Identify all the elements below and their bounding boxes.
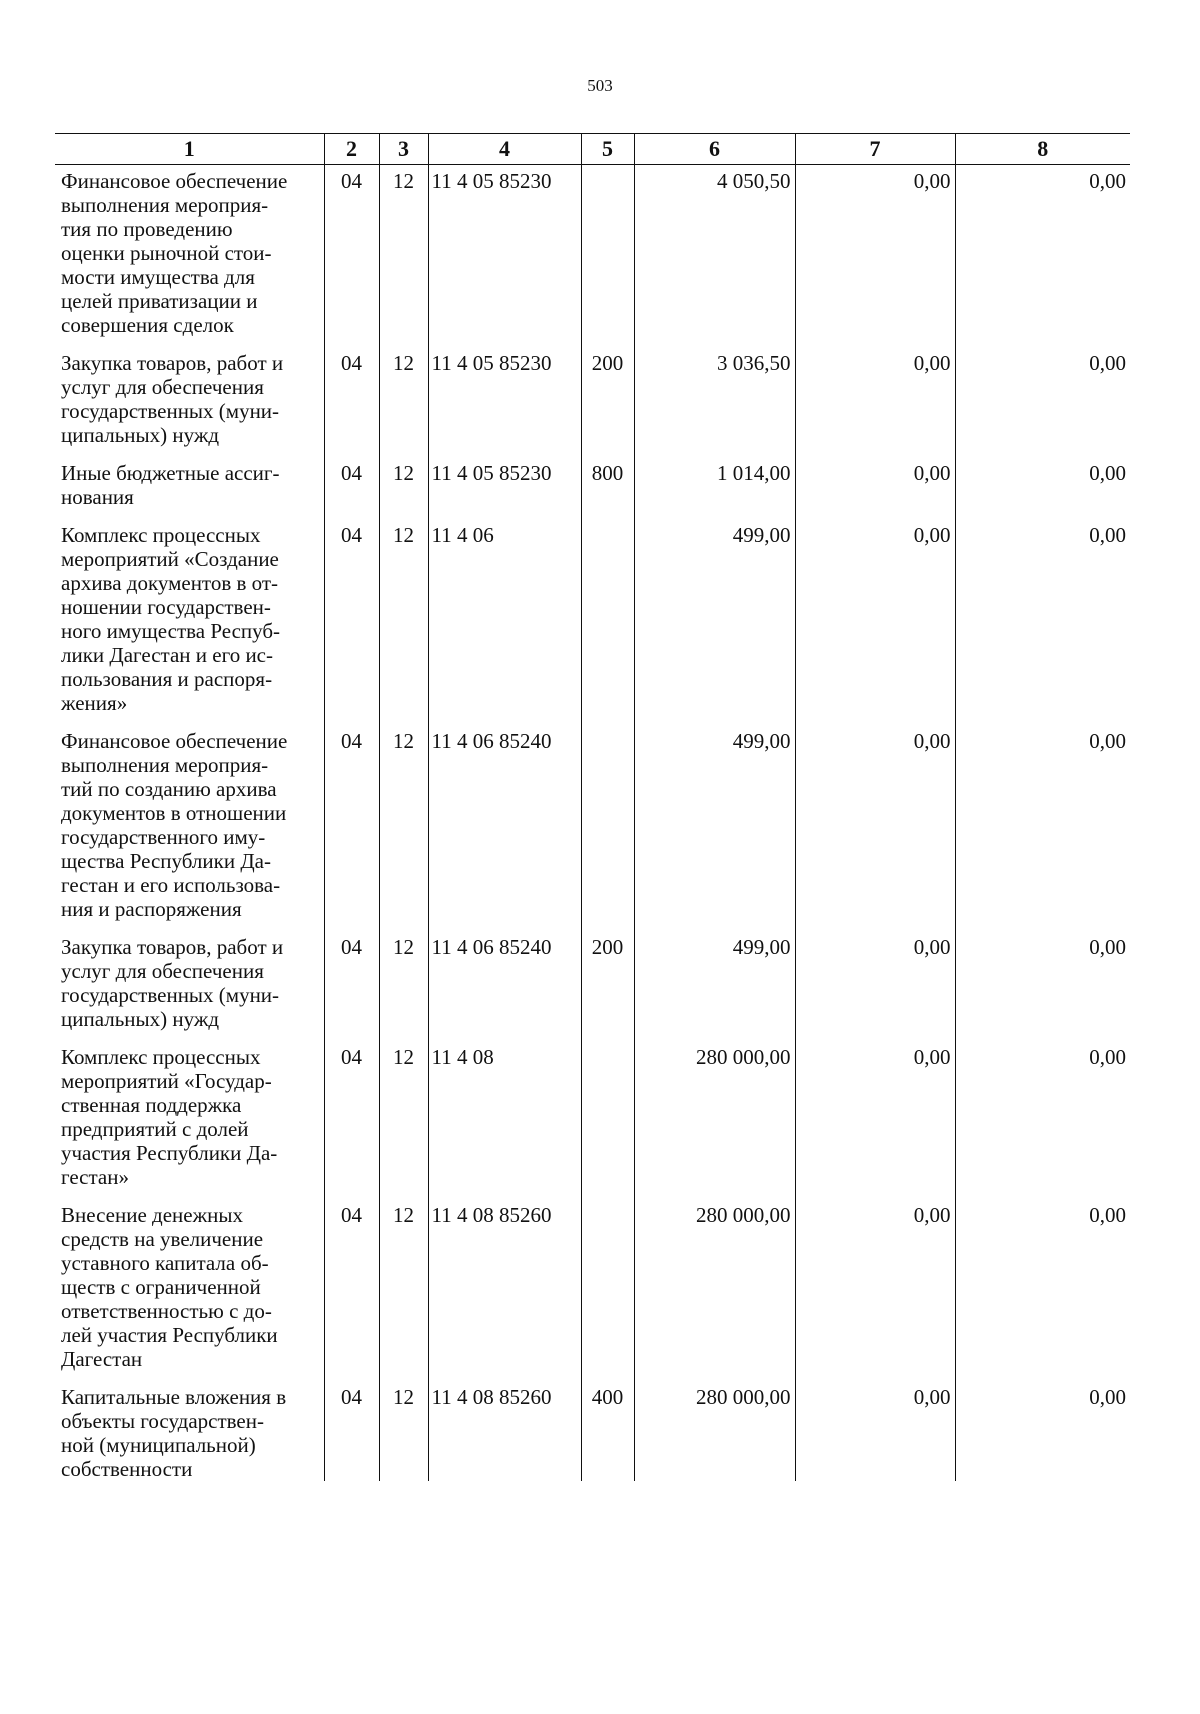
cell-subsection: 12 (379, 1199, 428, 1381)
name-line: услуг для обеспечения (61, 959, 264, 983)
name-line: гестан» (61, 1165, 129, 1189)
cell-amount-col6: 1 014,00 (634, 457, 795, 519)
table-row (55, 519, 1130, 725)
table-row (55, 1041, 1130, 1199)
cell-name (55, 165, 324, 348)
name-line: тий по созданию архива (61, 777, 277, 801)
cell-name (55, 725, 324, 931)
cell-amount-col7: 0,00 (795, 1041, 955, 1199)
cell-amount-col8: 0,00 (955, 165, 1130, 348)
cell-amount-col6: 280 000,00 (634, 1041, 795, 1199)
cell-name (55, 1381, 324, 1481)
name-line: оценки рыночной стои- (61, 241, 272, 265)
cell-amount-col8: 0,00 (955, 347, 1130, 457)
cell-subsection: 12 (379, 931, 428, 1041)
name-line: ципальных) нужд (61, 423, 220, 447)
name-line: собственности (61, 1457, 193, 1481)
cell-subsection: 12 (379, 725, 428, 931)
name-line: выполнения мероприя- (61, 193, 269, 217)
cell-section: 04 (324, 165, 379, 348)
cell-amount-col7: 0,00 (795, 1199, 955, 1381)
name-line: тия по проведению (61, 217, 233, 241)
header-col-6: 6 (634, 134, 795, 165)
header-col-2: 2 (324, 134, 379, 165)
name-line: Внесение денежных (61, 1203, 243, 1227)
cell-section: 04 (324, 1381, 379, 1481)
cell-name (55, 1041, 324, 1199)
name-line: мости имущества для (61, 265, 255, 289)
name-line: государственных (муни- (61, 399, 280, 423)
cell-name (55, 347, 324, 457)
name-line: услуг для обеспечения (61, 375, 264, 399)
cell-section: 04 (324, 931, 379, 1041)
cell-amount-col7: 0,00 (795, 725, 955, 931)
name-line: уставного капитала об- (61, 1251, 269, 1275)
header-col-7: 7 (795, 134, 955, 165)
cell-subsection: 12 (379, 457, 428, 519)
header-col-1: 1 (55, 134, 324, 165)
cell-amount-col7: 0,00 (795, 931, 955, 1041)
header-col-4: 4 (428, 134, 581, 165)
name-line: объекты государствен- (61, 1409, 264, 1433)
cell-amount-col7: 0,00 (795, 165, 955, 348)
cell-name (55, 519, 324, 725)
table-row (55, 931, 1130, 1041)
cell-amount-col8: 0,00 (955, 1199, 1130, 1381)
cell-amount-col6: 280 000,00 (634, 1199, 795, 1381)
name-line: архива документов в от- (61, 571, 279, 595)
name-line: целей приватизации и (61, 289, 258, 313)
name-line: Закупка товаров, работ и (61, 351, 284, 375)
cell-name (55, 931, 324, 1041)
cell-expense-type (581, 725, 634, 931)
cell-expense-type: 800 (581, 457, 634, 519)
header-col-3: 3 (379, 134, 428, 165)
name-line: пользования и распоря- (61, 667, 273, 691)
name-line: ципальных) нужд (61, 1007, 220, 1031)
cell-subsection: 12 (379, 1381, 428, 1481)
cell-amount-col7: 0,00 (795, 457, 955, 519)
table-header (55, 134, 1130, 165)
name-line: выполнения мероприя- (61, 753, 269, 777)
header-col-8: 8 (955, 134, 1130, 165)
name-line: Финансовое обеспечение (61, 169, 288, 193)
cell-target-article: 11 4 05 85230 (428, 347, 581, 457)
name-line: нования (61, 485, 134, 509)
cell-target-article: 11 4 05 85230 (428, 457, 581, 519)
cell-target-article: 11 4 06 85240 (428, 931, 581, 1041)
name-line: государственного иму- (61, 825, 266, 849)
name-line: ного имущества Респуб- (61, 619, 281, 643)
budget-table (55, 133, 1130, 1481)
cell-expense-type (581, 165, 634, 348)
cell-section: 04 (324, 347, 379, 457)
cell-amount-col6: 280 000,00 (634, 1381, 795, 1481)
table-body (55, 165, 1130, 1482)
cell-subsection: 12 (379, 1041, 428, 1199)
cell-target-article: 11 4 05 85230 (428, 165, 581, 348)
cell-expense-type: 200 (581, 931, 634, 1041)
cell-amount-col8: 0,00 (955, 725, 1130, 931)
table-row (55, 1199, 1130, 1381)
name-line: Капитальные вложения в (61, 1385, 287, 1409)
name-line: лей участия Республики (61, 1323, 278, 1347)
name-line: Комплекс процессных (61, 523, 261, 547)
name-line: средств на увеличение (61, 1227, 264, 1251)
name-line: мероприятий «Создание (61, 547, 279, 571)
cell-section: 04 (324, 519, 379, 725)
cell-amount-col8: 0,00 (955, 1381, 1130, 1481)
cell-amount-col6: 499,00 (634, 931, 795, 1041)
cell-section: 04 (324, 1199, 379, 1381)
name-line: ществ с ограниченной (61, 1275, 261, 1299)
cell-section: 04 (324, 457, 379, 519)
name-line: участия Республики Да- (61, 1141, 278, 1165)
cell-amount-col6: 499,00 (634, 725, 795, 931)
name-line: Иные бюджетные ассиг- (61, 461, 280, 485)
cell-amount-col8: 0,00 (955, 519, 1130, 725)
name-line: ношении государствен- (61, 595, 271, 619)
table-row (55, 725, 1130, 931)
cell-subsection: 12 (379, 165, 428, 348)
cell-amount-col7: 0,00 (795, 347, 955, 457)
cell-amount-col7: 0,00 (795, 1381, 955, 1481)
cell-target-article: 11 4 08 85260 (428, 1199, 581, 1381)
name-line: Закупка товаров, работ и (61, 935, 284, 959)
name-line: документов в отношении (61, 801, 287, 825)
table-row (55, 457, 1130, 519)
table-row (55, 1381, 1130, 1481)
name-line: ственная поддержка (61, 1093, 242, 1117)
table-row (55, 165, 1130, 348)
name-line: предприятий с долей (61, 1117, 249, 1141)
cell-name (55, 457, 324, 519)
name-line: ответственностью с до- (61, 1299, 272, 1323)
cell-amount-col6: 4 050,50 (634, 165, 795, 348)
name-line: мероприятий «Государ- (61, 1069, 272, 1093)
cell-expense-type: 400 (581, 1381, 634, 1481)
name-line: гестан и его использова- (61, 873, 281, 897)
cell-amount-col8: 0,00 (955, 1041, 1130, 1199)
cell-amount-col6: 499,00 (634, 519, 795, 725)
cell-target-article: 11 4 08 85260 (428, 1381, 581, 1481)
cell-target-article: 11 4 06 85240 (428, 725, 581, 931)
cell-amount-col7: 0,00 (795, 519, 955, 725)
name-line: жения» (61, 691, 128, 715)
cell-amount-col8: 0,00 (955, 931, 1130, 1041)
name-line: ной (муниципальной) (61, 1433, 256, 1457)
cell-target-article: 11 4 08 (428, 1041, 581, 1199)
cell-amount-col6: 3 036,50 (634, 347, 795, 457)
name-line: Финансовое обеспечение (61, 729, 288, 753)
cell-subsection: 12 (379, 519, 428, 725)
cell-section: 04 (324, 725, 379, 931)
name-line: Комплекс процессных (61, 1045, 261, 1069)
name-line: государственных (муни- (61, 983, 280, 1007)
name-line: совершения сделок (61, 313, 234, 337)
cell-expense-type: 200 (581, 347, 634, 457)
name-line: ния и распоряжения (61, 897, 242, 921)
cell-subsection: 12 (379, 347, 428, 457)
cell-amount-col8: 0,00 (955, 457, 1130, 519)
page-number: 503 (587, 76, 613, 95)
cell-target-article: 11 4 06 (428, 519, 581, 725)
header-col-5: 5 (581, 134, 634, 165)
cell-expense-type (581, 1199, 634, 1381)
cell-name (55, 1199, 324, 1381)
name-line: щества Республики Да- (61, 849, 271, 873)
cell-section: 04 (324, 1041, 379, 1199)
name-line: лики Дагестан и его ис- (61, 643, 273, 667)
cell-expense-type (581, 519, 634, 725)
table-row (55, 347, 1130, 457)
name-line: Дагестан (61, 1347, 143, 1371)
cell-expense-type (581, 1041, 634, 1199)
